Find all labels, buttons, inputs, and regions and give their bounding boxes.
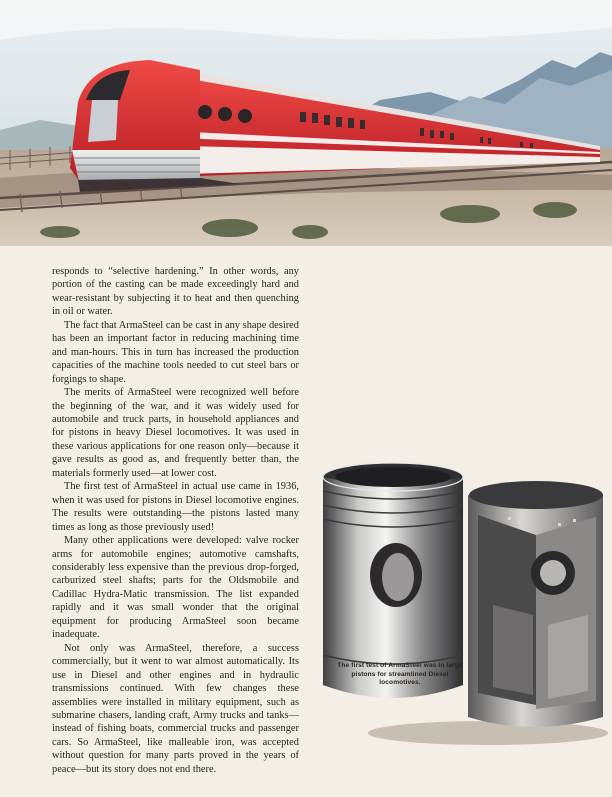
paragraph: Many other applications were developed: valve rocker arms for automobile engines; automotive camshafts, considerably less expensive than the previous drop-forged, carburized steel shafts; parts for the Oldsmobile and Cadillac Hydra-Matic transmission. The list expanded rapidly and it was small wonder that the original equipment for producing ArmaSteel soon became inadequate.	[52, 535, 299, 641]
figure-caption: The first test of ArmaSteel was in large pistons for streamlined Diesel locomotives.	[337, 662, 463, 687]
piston-image	[318, 455, 612, 755]
piston-photograph	[318, 455, 612, 755]
paragraph: The first test of ArmaSteel in actual use came in 1936, when it was used for pistons in Diesel locomotive engines. The results were outstanding—the pistons lasted many times as long as those previously used!	[52, 481, 299, 533]
paragraph: Not only was ArmaSteel, therefore, a success commercially, but it went to war almost automatically. Its use in Diesel and other engines and in hydraulic transmissions continued. With few changes these assemblies were installed in military equipment, such as submarine chasers, landing craft, Army trucks and tanks—instead of fishing boats, commercial trucks and passenger cars. So ArmaSteel, like malleable iron, was accepted without question for many parts proved in the years of peace—but its story does not end there.	[52, 642, 299, 775]
hero-illustration	[0, 0, 612, 246]
paragraph: responds to “selective hardening.” In other words, any portion of the casting can be made exceedingly hard and wear-resistant by subjecting it to heat and then quenching in oil or water.	[52, 266, 299, 318]
paragraph: The merits of ArmaSteel were recognized well before the beginning of the war, and it was widely used for automobile and truck parts, in household appliances and for pistons in heavy Diesel locomotives. It was used in these various applications for one reason only—because it gave results as good as, and frequently better than, the materials formerly used—at lower cost.	[52, 387, 299, 479]
train-illustration	[0, 0, 612, 246]
article-body	[52, 265, 299, 776]
paragraph: The fact that ArmaSteel can be cast in any shape desired has been an important factor in reducing machining time and man-hours. This in turn has increased the production capacities of the machine tools needed to cut steel bars or forgings to shape.	[52, 319, 299, 385]
